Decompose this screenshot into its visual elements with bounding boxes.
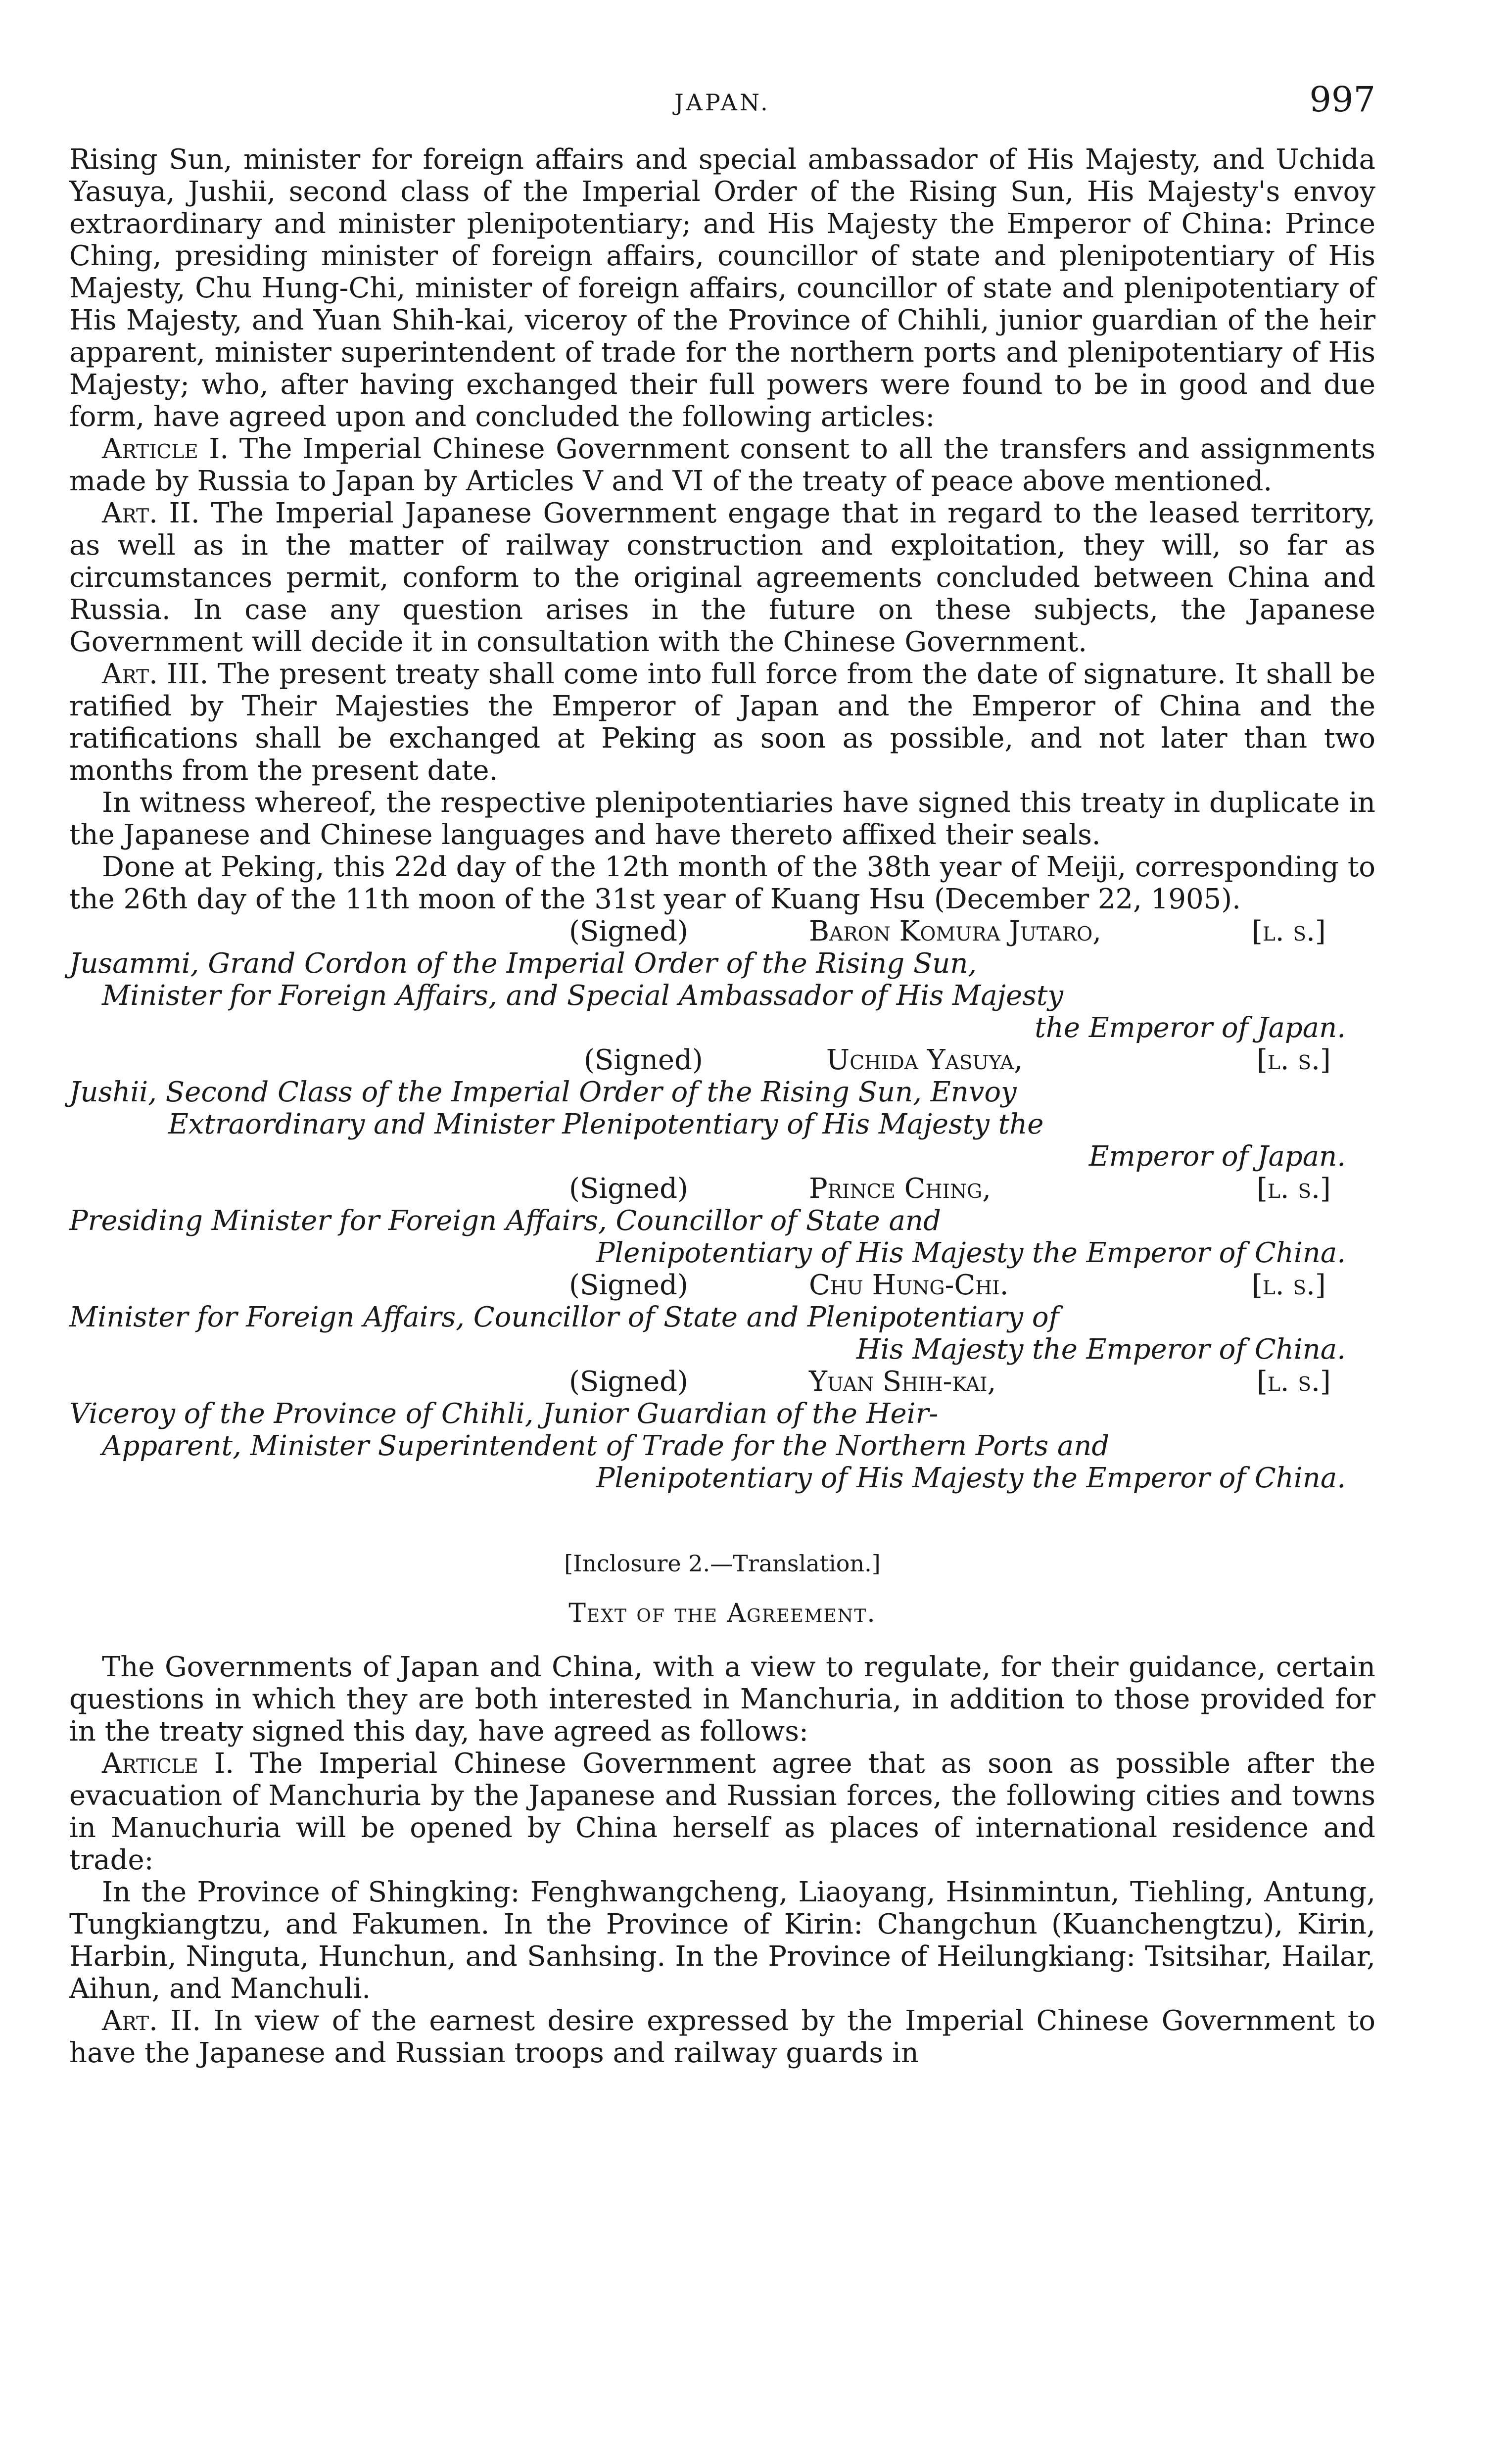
signed-mark: (Signed) [584,1044,703,1076]
agreement-article-2 [69,2005,1375,2069]
title-line: Minister for Foreign Affairs, Councillor of State and Plenipotentiary of [69,1301,1059,1333]
signatory-title [69,1076,1375,1173]
signature-line [69,1173,1375,1205]
page-number: 997 [1309,79,1375,120]
title-line: Extraordinary and Minister Plenipotentiary of His Majesty the [168,1108,1044,1140]
article-text: The Imperial Chinese Government agree that as soon as possible after the evacuation of Manchuria by the Japanese and Russian forces, the following cities and towns in Manuchuria will be opened by China herself as places of international residence and trade: [69,1748,1375,1876]
signatory-name: Yuan Shih-kai, [809,1366,996,1398]
title-line: Jusammi, Grand Cordon of the Imperial Order of the Rising Sun, [69,947,977,980]
signatory-title [69,1301,1375,1366]
signature-line [69,1269,1375,1301]
seal-mark: [l. s.] [1252,1269,1326,1301]
document-page [69,74,1375,2069]
title-line: Plenipotentiary of His Majesty the Emperor of China. [596,1462,1346,1494]
signed-mark: (Signed) [569,915,688,947]
article-label: Art. III. [102,658,209,690]
title-line: Plenipotentiary of His Majesty the Emperor of China. [596,1237,1346,1269]
page-header [69,74,1375,143]
signatory-name: Baron Komura Jutaro, [809,915,1102,947]
agreement-text [69,1651,1375,2069]
signature-line [69,1044,1375,1076]
agreement-intro: The Governments of Japan and China, with a view to regulate, for their guidance, certain questions in which they are both interested in Manchuria, in addition to those provided for in the treaty signed this day, have agreed as follows: [69,1651,1375,1748]
treaty-article-2 [69,497,1375,658]
article-text: The present treaty shall come into full force from the date of signature. It shall be ratified by Their Majesties the Emperor of Japan and the Emperor of China and the ratifications shall be exchanged at Peking as soon as possible, and not later than two months from the present date. [69,658,1376,787]
done-clause: Done at Peking, this 22d day of the 12th month of the 38th year of Meiji, corresponding to the 26th day of the 11th moon of the 31st year of Kuang Hsu (December 22, 1905). [69,851,1375,915]
signature-line [69,1366,1375,1398]
seal-mark: [l. s.] [1257,1044,1331,1076]
spacer [69,1578,1375,1598]
seal-mark: [l. s.] [1257,1366,1331,1398]
signatory-title [69,1398,1375,1494]
signatory-name: Uchida Yasuya, [826,1044,1023,1076]
witness-clause: In witness whereof, the respective plenipotentiaries have signed this treaty in duplicate in the Japanese and Chinese languages and have thereto affixed their seals. [69,787,1375,851]
signed-mark: (Signed) [569,1269,688,1301]
inclosure-label: [Inclosure 2.—Translation.] [564,1550,881,1577]
title-line: Emperor of Japan. [1088,1140,1346,1173]
spacer [69,1629,1375,1651]
signed-mark: (Signed) [569,1173,688,1205]
title-line: Presiding Minister for Foreign Affairs, Councillor of State and [69,1205,941,1237]
article-label: Article I. [102,1748,235,1780]
title-line: His Majesty the Emperor of China. [856,1333,1346,1366]
signatory-title [69,947,1375,1044]
section-gap [69,1494,1375,1549]
agreement-heading: Text of the Agreement. [568,1599,876,1628]
seal-mark: [l. s.] [1257,1173,1331,1205]
seal-mark: [l. s.] [1252,915,1326,947]
signature-line [69,915,1375,947]
treaty-article-3 [69,658,1375,787]
article-text: The Imperial Chinese Government consent to all the transfers and assignments made by Russia to Japan by Articles V and VI of the treaty of peace above mentioned. [69,433,1375,497]
article-text: In view of the earnest desire expressed by the Imperial Chinese Government to have the Japanese and Russian troops and railway guards in [69,2005,1376,2069]
article-text: The Imperial Japanese Government engage that in regard to the leased territory, as well as in the matter of railway construction and exploitation, they will, so far as circumstances permit, conform to the original agreements concluded between China and Russia. In case any question arises in the future on these subjects, the Japanese Government will decide it in consultation with the Chinese Government. [69,497,1375,658]
title-line: the Emperor of Japan. [1035,1012,1346,1044]
article-label: Art. II. [102,2005,201,2037]
title-line: Apparent, Minister Superintendent of Trade for the Northern Ports and [102,1430,1110,1462]
signed-mark: (Signed) [569,1366,688,1398]
article-label: Art. II. [102,497,200,529]
running-head: JAPAN. [674,89,770,116]
signature-block [69,915,1375,1494]
signatory-title [69,1205,1375,1269]
treaty-article-1 [69,433,1375,497]
treaty-text [69,143,1375,915]
signatory-name: Prince Ching, [809,1173,992,1205]
agreement-provinces: In the Province of Shingking: Fenghwangcheng, Liaoyang, Hsinmintun, Tiehling, Antung, Tungkiangtzu, and Fakumen. In the Province of Kirin: Changchun (Kuanchengtzu), Kirin, Harbin, Ninguta, Hunchun, and Sanhsing. In the Province of Heilungkiang: Tsitsihar, Hailar, Aihun, and Manchuli. [69,1876,1375,2005]
title-line: Jushii, Second Class of the Imperial Order of the Rising Sun, Envoy [69,1076,1017,1108]
treaty-preamble: Rising Sun, minister for foreign affairs and special ambassador of His Majesty, and Uchida Yasuya, Jushii, second class of the Imperial Order of the Rising Sun, His Majesty's envoy extraordinary and minister plenipotentiary; and His Majesty the Emperor of China: Prince Ching, presiding minister of foreign affairs, councillor of state and plenipotentiary of His Majesty, Chu Hung-Chi, minister of foreign affairs, councillor of state and plenipotentiary of His Majesty, and Yuan Shih-kai, viceroy of the Province of Chihli, junior guardian of the heir apparent, minister superintendent of trade for the northern ports and plenipotentiary of His Majesty; who, after having exchanged their full powers were found to be in good and due form, have agreed upon and concluded the following articles: [69,143,1375,433]
agreement-article-1 [69,1748,1375,1876]
title-line: Minister for Foreign Affairs, and Special Ambassador of His Majesty [102,980,1063,1012]
article-label: Article I. [102,433,229,465]
title-line: Viceroy of the Province of Chihli, Junior Guardian of the Heir- [69,1398,939,1430]
signatory-name: Chu Hung-Chi. [809,1269,1009,1301]
